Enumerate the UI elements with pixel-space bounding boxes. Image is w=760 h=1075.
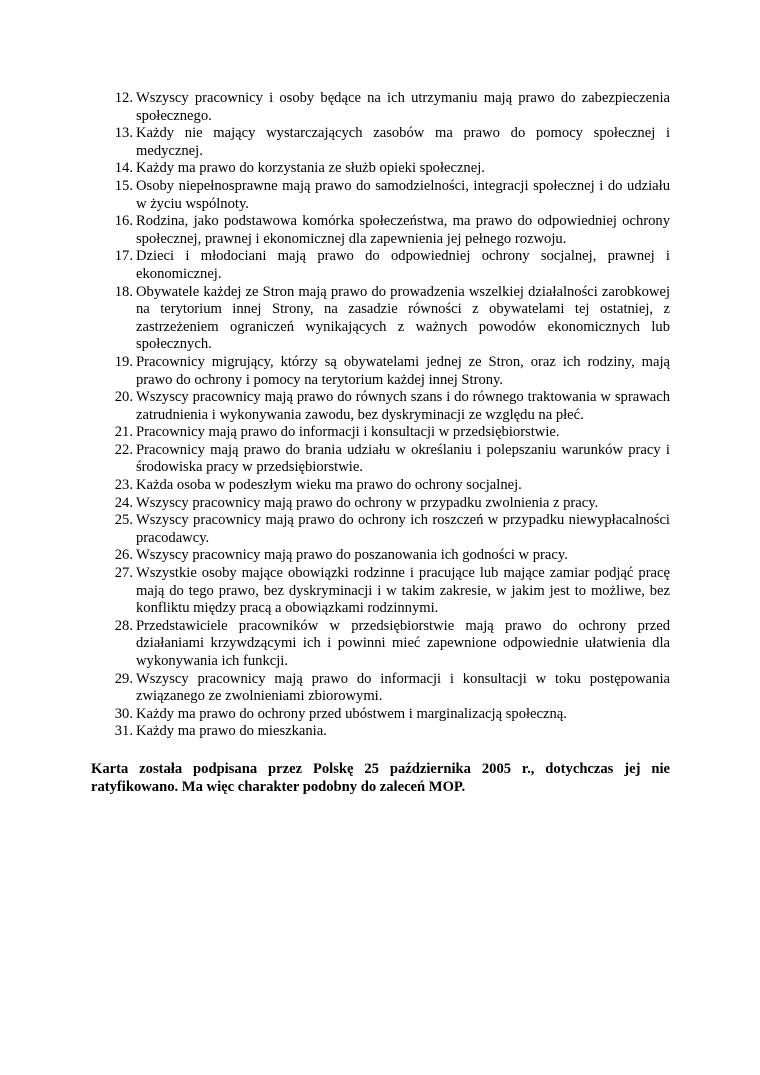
item-text: Każda osoba w podeszłym wieku ma prawo do ochrony socjalnej. bbox=[136, 477, 522, 494]
item-number: 18. bbox=[114, 283, 133, 300]
list-item bbox=[91, 90, 670, 125]
item-number: 13. bbox=[114, 125, 133, 142]
item-text: Wszyscy pracownicy mają prawo do ochrony ich roszczeń w przypadku niewypłacalności pracodawcy. bbox=[136, 512, 670, 546]
list-item bbox=[91, 354, 670, 389]
item-text: Każdy nie mający wystarczających zasobów ma prawo do pomocy społecznej i medycznej. bbox=[136, 125, 670, 159]
item-text: Pracownicy migrujący, którzy są obywatelami jednej ze Stron, oraz ich rodziny, mają prawo do ochrony i pomocy na terytorium każdej innej Strony. bbox=[136, 353, 670, 388]
list-item bbox=[91, 442, 670, 477]
item-text: Wszyscy pracownicy i osoby będące na ich utrzymaniu mają prawo do zabezpieczenia społecznego. bbox=[136, 90, 670, 124]
list-item bbox=[91, 424, 670, 442]
item-number: 20. bbox=[114, 389, 133, 406]
item-text: Rodzina, jako podstawowa komórka społeczeństwa, ma prawo do odpowiedniej ochrony społecznej, prawnej i ekonomicznej dla zapewnienia jej pełnego rozwoju. bbox=[136, 213, 670, 247]
item-number: 12. bbox=[114, 90, 133, 106]
item-text: Pracownicy mają prawo do informacji i konsultacji w przedsiębiorstwie. bbox=[136, 424, 560, 441]
item-number: 21. bbox=[114, 424, 133, 441]
item-text: Dzieci i młodociani mają prawo do odpowiedniej ochrony socjalnej, prawnej i ekonomicznej. bbox=[136, 248, 670, 282]
item-number: 24. bbox=[114, 494, 133, 511]
item-number: 14. bbox=[114, 160, 133, 177]
list-item bbox=[91, 477, 670, 495]
list-item bbox=[91, 495, 670, 513]
list-item bbox=[91, 213, 670, 248]
item-text: Każdy ma prawo do korzystania ze służb opieki społecznej. bbox=[136, 160, 485, 177]
list-item bbox=[91, 284, 670, 354]
item-text: Wszystkie osoby mające obowiązki rodzinne i pracujące lub mające zamiar podjąć pracę mają do tego prawo, bez dyskryminacji i w takim zakresie, w jakim jest to możliwe, bez konfliktu między pracą a obowiązkami rodzinnymi. bbox=[136, 565, 670, 617]
item-number: 16. bbox=[114, 213, 133, 230]
item-text: Obywatele każdej ze Stron mają prawo do prowadzenia wszelkiej działalności zarobkowej na terytorium innej Strony, na zasadzie równości z obywatelami tej ostatniej, z zastrzeżeniem ograniczeń wynikających z ważnych powodów ekonomicznych lub społecznych. bbox=[136, 283, 670, 353]
list-item bbox=[91, 618, 670, 671]
list-item bbox=[91, 160, 670, 178]
item-number: 28. bbox=[114, 617, 133, 634]
item-number: 19. bbox=[114, 353, 133, 370]
item-text: Każdy ma prawo do mieszkania. bbox=[136, 723, 327, 740]
item-text: Wszyscy pracownicy mają prawo do ochrony w przypadku zwolnienia z pracy. bbox=[136, 494, 599, 511]
list-item bbox=[91, 178, 670, 213]
item-text: Wszyscy pracownicy mają prawo do informacji i konsultacji w toku postępowania związanego ze zwolnieniami zbiorowymi. bbox=[136, 670, 670, 705]
item-number: 26. bbox=[114, 547, 133, 564]
item-text: Przedstawiciele pracowników w przedsiębiorstwie mają prawo do ochrony przed działaniami krzywdzącymi ich i powinni mieć zapewnione odpowiednie ułatwienia dla wykonywania ich funkcji. bbox=[136, 617, 670, 669]
item-number: 31. bbox=[114, 723, 133, 740]
list-item bbox=[91, 723, 670, 741]
item-number: 29. bbox=[114, 670, 133, 687]
list-item bbox=[91, 706, 670, 724]
item-text: Pracownicy mają prawo do brania udziału w określaniu i polepszaniu warunków pracy i środowiska pracy w przedsiębiorstwie. bbox=[136, 441, 670, 476]
list-item bbox=[91, 389, 670, 424]
item-text: Osoby niepełnosprawne mają prawo do samodzielności, integracji społecznej i do udziału w życiu wspólnoty. bbox=[136, 177, 670, 212]
list-item bbox=[91, 671, 670, 706]
item-text: Każdy ma prawo do ochrony przed ubóstwem i marginalizacją społeczną. bbox=[136, 705, 567, 722]
list-item bbox=[91, 512, 670, 547]
item-number: 23. bbox=[114, 477, 133, 494]
list-item bbox=[91, 547, 670, 565]
item-number: 25. bbox=[114, 512, 133, 529]
list-item bbox=[91, 125, 670, 160]
closing-note: Karta została podpisana przez Polskę 25 października 2005 r., dotychczas jej nie ratyfikowano. Ma więc charakter podobny do zaleceń MOP. bbox=[91, 761, 670, 795]
list-item bbox=[91, 248, 670, 283]
item-text: Wszyscy pracownicy mają prawo do równych szans i do równego traktowania w sprawach zatrudnienia i wykonywania zawodu, bez dyskryminacji ze względu na płeć. bbox=[136, 389, 670, 423]
item-text: Wszyscy pracownicy mają prawo do poszanowania ich godności w pracy. bbox=[136, 547, 568, 564]
item-number: 27. bbox=[114, 565, 133, 582]
item-number: 30. bbox=[114, 705, 133, 722]
list-item bbox=[91, 565, 670, 618]
item-number: 15. bbox=[114, 177, 133, 194]
rights-list bbox=[91, 90, 670, 741]
item-number: 22. bbox=[114, 441, 133, 458]
item-number: 17. bbox=[114, 248, 133, 265]
